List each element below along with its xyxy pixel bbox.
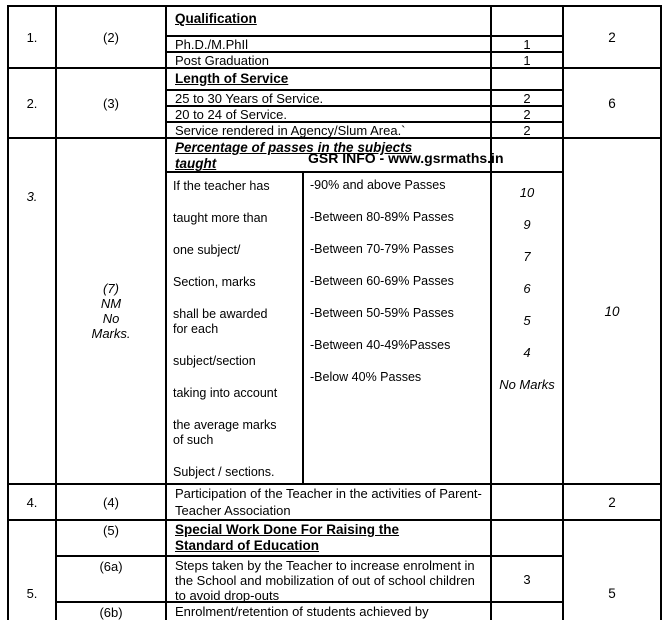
- pass-label: -Between 60-69% Passes: [310, 274, 454, 288]
- item-points: [492, 603, 562, 620]
- code-cell: (6b): [57, 603, 167, 620]
- serial-number: 2.: [26, 95, 38, 111]
- pass-label: -Between 80-89% Passes: [310, 210, 454, 224]
- item-label: Service rendered in Agency/Slum Area.`: [167, 123, 492, 137]
- header-cell: [167, 69, 492, 89]
- code-label: (2): [103, 29, 119, 45]
- note-line: If the teacher has: [173, 179, 270, 193]
- header-row: [167, 69, 562, 89]
- note-column: [167, 173, 304, 483]
- pass-points: 5: [523, 312, 531, 328]
- serial-number: 5.: [26, 586, 38, 601]
- points-cell-empty: [492, 485, 562, 519]
- pass-points: 9: [523, 216, 531, 232]
- item-label: Participation of the Teacher in the activities of Parent-Teacher Association: [167, 485, 492, 519]
- section-body: [57, 521, 562, 620]
- item-label: 25 to 30 Years of Service.: [167, 91, 492, 105]
- item-label: Steps taken by the Teacher to increase enrolment in the School and mobilization of out of school children to avoid drop-outs: [167, 557, 492, 601]
- header-cell: [167, 7, 492, 35]
- sub-row: [57, 521, 562, 555]
- item-label: Ph.D./M.PhIl: [167, 37, 492, 51]
- document-table: [7, 5, 662, 620]
- item-points: 2: [523, 122, 531, 138]
- note-line: taught more than: [173, 211, 268, 225]
- points-cell-empty: [492, 7, 562, 35]
- note-line: for each: [173, 322, 219, 336]
- serial-number: 4.: [26, 494, 38, 510]
- serial-cell: [9, 521, 57, 620]
- total-cell: 6: [562, 69, 660, 137]
- serial-number: 1.: [26, 29, 38, 45]
- section-header: Length of Service: [175, 71, 289, 86]
- item-row: [167, 35, 562, 51]
- code-label: (4): [103, 494, 119, 510]
- item-points: 3: [523, 571, 531, 587]
- section-body: [167, 485, 562, 519]
- serial-cell: [9, 69, 57, 137]
- item-row: [167, 121, 562, 137]
- serial-number: 3.: [26, 189, 38, 204]
- pass-points: No Marks: [499, 376, 555, 392]
- header-row: [167, 7, 562, 35]
- section-body: [167, 69, 562, 137]
- code-line: NM: [100, 296, 122, 311]
- pass-label: -Below 40% Passes: [310, 370, 422, 384]
- item-points: 2: [523, 106, 531, 122]
- code-cell: [57, 139, 167, 483]
- sub-row: [57, 555, 562, 601]
- note-line: subject/section: [173, 354, 256, 368]
- item-points: 2: [523, 90, 531, 106]
- code-cell: [57, 485, 167, 519]
- total-cell: 10: [562, 139, 660, 483]
- section-body: [167, 139, 562, 483]
- code-line: Marks.: [91, 326, 131, 341]
- code-cell: [57, 7, 167, 67]
- section-qualification: [9, 7, 660, 69]
- serial-cell: [9, 485, 57, 519]
- note-line: Subject / sections.: [173, 465, 275, 479]
- note-line: the average marks: [173, 418, 277, 432]
- section-header: Special Work Done For Raising the Standard of Education: [175, 522, 400, 553]
- code-cell: [57, 69, 167, 137]
- section-special-work: [9, 521, 660, 620]
- total-cell: 5: [562, 521, 660, 620]
- header-row: [167, 139, 562, 171]
- points-column: [492, 173, 562, 483]
- pass-points: 6: [523, 280, 531, 296]
- note-line: shall be awarded: [173, 307, 268, 321]
- total-cell: 2: [562, 7, 660, 67]
- code-line: (7): [103, 281, 119, 296]
- passes-body-row: [167, 171, 562, 483]
- watermark-text: GSR INFO - www.gsrmaths.in: [308, 150, 504, 166]
- item-label: Post Graduation: [167, 53, 492, 67]
- pass-label: -Between 40-49%Passes: [310, 338, 451, 352]
- pass-label: -90% and above Passes: [310, 178, 446, 192]
- section-percentage-of-passes: [9, 139, 660, 485]
- note-line: Section, marks: [173, 275, 256, 289]
- header-cell: [167, 521, 492, 555]
- points-cell-empty: [492, 69, 562, 89]
- item-row: [167, 485, 562, 519]
- total-cell: 2: [562, 485, 660, 519]
- item-label: Enrolment/retention of students achieved by: [167, 603, 492, 620]
- pass-label: -Between 50-59% Passes: [310, 306, 454, 320]
- section-parent-teacher: [9, 485, 660, 521]
- pass-points: 4: [523, 344, 531, 360]
- item-points: 1: [523, 36, 531, 52]
- code-cell: (6a): [57, 557, 167, 601]
- pass-points: 7: [523, 248, 531, 264]
- item-row: [167, 51, 562, 67]
- note-line: of such: [173, 433, 214, 447]
- section-length-of-service: [9, 69, 660, 139]
- code-cell: (5): [57, 521, 167, 555]
- serial-cell: [9, 7, 57, 67]
- code-label: (3): [103, 95, 119, 111]
- item-row: [167, 105, 562, 121]
- pass-label: -Between 70-79% Passes: [310, 242, 454, 256]
- item-row: [167, 89, 562, 105]
- item-points: [492, 521, 562, 555]
- note-line: one subject/: [173, 243, 241, 257]
- pass-points: 10: [519, 184, 535, 200]
- note-line: taking into account: [173, 386, 278, 400]
- code-line: No: [102, 311, 120, 326]
- passes-column: [304, 173, 492, 483]
- serial-cell: [9, 139, 57, 483]
- section-header: Percentage of passes in the subjects taught: [175, 140, 413, 171]
- item-label: 20 to 24 of Service.: [167, 107, 492, 121]
- section-header: Qualification: [175, 11, 257, 26]
- item-points: 1: [523, 52, 531, 68]
- section-body: [167, 7, 562, 67]
- sub-row: [57, 601, 562, 620]
